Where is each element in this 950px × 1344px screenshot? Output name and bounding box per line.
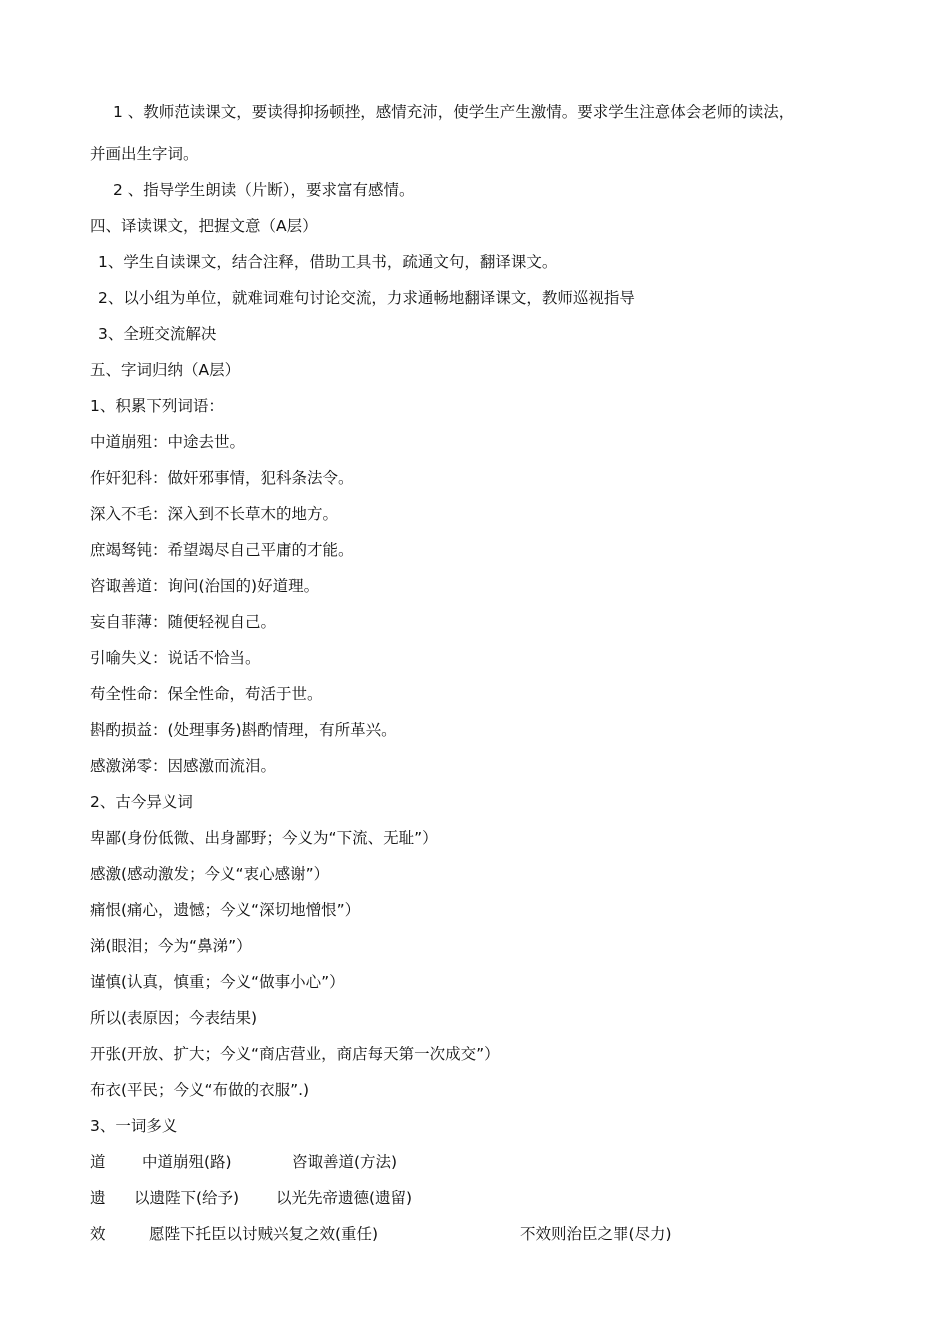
polysemy-sense: 愿陛下托臣以讨贼兴复之效(重任) xyxy=(149,1225,379,1243)
ancient-modern-item: 谨慎(认真，慎重；今义“做事小心”） xyxy=(90,973,345,991)
subsection-heading: 3、一词多义 xyxy=(90,1117,178,1135)
ancient-modern-item: 所以(表原因；今表结果) xyxy=(90,1009,258,1027)
section-heading: 五、字词归纳（A层） xyxy=(90,361,241,379)
ancient-modern-item: 涕(眼泪；今为“鼻涕”） xyxy=(90,937,252,955)
polysemy-sense: 以光先帝遗德(遗留) xyxy=(276,1189,413,1207)
subsection-heading: 1、积累下列词语： xyxy=(90,397,224,415)
para-line: 2 、指导学生朗读（片断），要求富有感情。 xyxy=(113,181,415,199)
vocab-item: 妄自菲薄：随便轻视自己。 xyxy=(90,613,277,631)
ancient-modern-item: 布衣(平民；今义“布做的衣服”.) xyxy=(90,1081,310,1099)
vocab-item: 深入不毛：深入到不长草木的地方。 xyxy=(90,505,339,523)
polysemy-sense: 中道崩殂(路) xyxy=(142,1153,232,1171)
vocab-item: 咨诹善道：询问(治国的)好道理。 xyxy=(90,577,320,595)
vocab-item: 斟酌损益：(处理事务)斟酌情理，有所革兴。 xyxy=(90,721,397,739)
vocab-item: 苟全性命：保全性命，苟活于世。 xyxy=(90,685,323,703)
ancient-modern-item: 卑鄙(身份低微、出身鄙野；今义为“下流、无耻”） xyxy=(90,829,438,847)
vocab-item: 庶竭驽钝：希望竭尽自己平庸的才能。 xyxy=(90,541,354,559)
ancient-modern-item: 感激(感动激发；今义“衷心感谢”） xyxy=(90,865,330,883)
polysemy-sense: 以遗陛下(给予) xyxy=(134,1189,240,1207)
polysemy-word: 效 xyxy=(90,1225,106,1243)
section-heading: 四、译读课文，把握文意（A层） xyxy=(90,217,318,235)
polysemy-word: 遗 xyxy=(90,1189,106,1207)
subsection-heading: 2、古今异义词 xyxy=(90,793,193,811)
vocab-item: 作奸犯科：做奸邪事情，犯科条法令。 xyxy=(90,469,354,487)
para-line: 2、以小组为单位，就难词难句讨论交流，力求通畅地翻译课文，教师巡视指导 xyxy=(98,289,635,307)
ancient-modern-item: 开张(开放、扩大；今义“商店营业，商店每天第一次成交”） xyxy=(90,1045,500,1063)
ancient-modern-item: 痛恨(痛心，遗憾；今义“深切地憎恨”） xyxy=(90,901,361,919)
para-line: 并画出生字词。 xyxy=(90,145,199,163)
para-line: 1、学生自读课文，结合注释，借助工具书，疏通文句，翻译课文。 xyxy=(98,253,558,271)
polysemy-word: 道 xyxy=(90,1153,106,1171)
vocab-item: 中道崩殂：中途去世。 xyxy=(90,433,246,451)
para-line: 1 、教师范读课文，要读得抑扬顿挫，感情充沛，使学生产生激情。要求学生注意体会老师的读法， xyxy=(113,103,795,121)
polysemy-sense: 不效则治臣之罪(尽力) xyxy=(520,1225,672,1243)
vocab-item: 引喻失义：说话不恰当。 xyxy=(90,649,261,667)
vocab-item: 感激涕零：因感激而流泪。 xyxy=(90,757,277,775)
para-line: 3、全班交流解决 xyxy=(98,325,217,343)
polysemy-sense: 咨诹善道(方法) xyxy=(292,1153,398,1171)
